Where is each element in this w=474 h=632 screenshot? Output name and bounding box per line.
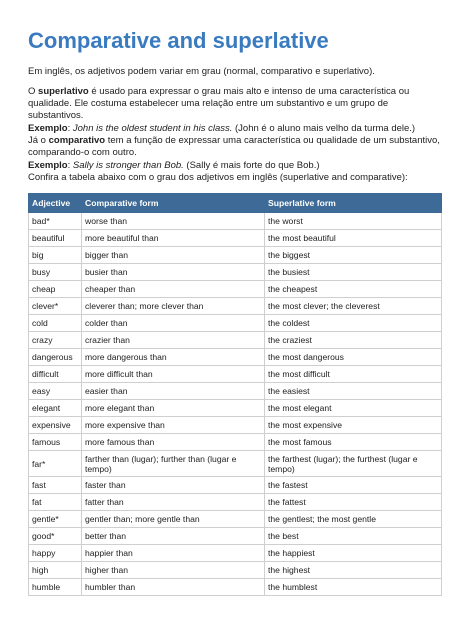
- table-row: [29, 434, 442, 451]
- cell-adjective: clever*: [29, 298, 82, 315]
- page-title: Comparative and superlative: [28, 28, 329, 53]
- cell-superlative: the coldest: [265, 315, 442, 332]
- cell-comparative: faster than: [82, 477, 265, 494]
- cell-superlative: the most clever; the cleverest: [265, 298, 442, 315]
- cell-comparative: busier than: [82, 264, 265, 281]
- table-row: [29, 451, 442, 477]
- example-1-sep: :: [67, 123, 73, 134]
- table-row: [29, 349, 442, 366]
- cell-comparative: humbler than: [82, 579, 265, 596]
- table-row: [29, 511, 442, 528]
- superlative-definition: é usado para expressar o grau mais alto e intenso de uma característica ou qualidade. Ele costuma estabelecer uma relação entre um substantivo e um grupo de substantivos.: [28, 86, 410, 121]
- cell-adjective: fat: [29, 494, 82, 511]
- example-1-sentence: John is the oldest student in his class.: [72, 123, 233, 134]
- cell-adjective: far*: [29, 451, 82, 477]
- table-header-row: [29, 194, 442, 213]
- cell-comparative: farther than (lugar); further than (lugar e tempo): [82, 451, 265, 477]
- comparative-definition: tem a função de expressar uma característica ou qualidade de um substantivo, comparando-o com outro.: [28, 135, 440, 158]
- cell-adjective: crazy: [29, 332, 82, 349]
- cell-superlative: the most difficult: [265, 366, 442, 383]
- comparative-pre: Já o: [28, 135, 49, 146]
- table-row: [29, 332, 442, 349]
- cell-adjective: high: [29, 562, 82, 579]
- cell-adjective: busy: [29, 264, 82, 281]
- cell-superlative: the most expensive: [265, 417, 442, 434]
- adjective-degrees-table: [28, 193, 442, 596]
- table-row: [29, 579, 442, 596]
- table-row: [29, 528, 442, 545]
- cell-comparative: more famous than: [82, 434, 265, 451]
- cell-comparative: bigger than: [82, 247, 265, 264]
- header-adjective: Adjective: [29, 194, 82, 213]
- cell-adjective: dangerous: [29, 349, 82, 366]
- table-row: [29, 383, 442, 400]
- header-comparative: Comparative form: [82, 194, 265, 213]
- cell-adjective: cold: [29, 315, 82, 332]
- cell-superlative: the most dangerous: [265, 349, 442, 366]
- cell-comparative: crazier than: [82, 332, 265, 349]
- cell-superlative: the most beautiful: [265, 230, 442, 247]
- example-1-label: Exemplo: [28, 123, 68, 134]
- cell-adjective: happy: [29, 545, 82, 562]
- example-2-translation: (Sally é mais forte do que Bob.): [183, 160, 320, 171]
- cell-comparative: better than: [82, 528, 265, 545]
- cell-comparative: gentler than; more gentle than: [82, 511, 265, 528]
- cell-comparative: easier than: [82, 383, 265, 400]
- example-2: [28, 160, 442, 172]
- cell-superlative: the easiest: [265, 383, 442, 400]
- cell-superlative: the craziest: [265, 332, 442, 349]
- cell-superlative: the fastest: [265, 477, 442, 494]
- cell-adjective: gentle*: [29, 511, 82, 528]
- cell-adjective: humble: [29, 579, 82, 596]
- table-row: [29, 213, 442, 230]
- table-row: [29, 400, 442, 417]
- table-row: [29, 298, 442, 315]
- superlative-term: superlativo: [38, 86, 89, 97]
- comparative-paragraph: [28, 135, 442, 159]
- cell-comparative: more difficult than: [82, 366, 265, 383]
- cell-adjective: easy: [29, 383, 82, 400]
- cell-comparative: cleverer than; more clever than: [82, 298, 265, 315]
- table-row: [29, 264, 442, 281]
- example-1: [28, 123, 442, 135]
- cell-comparative: more beautiful than: [82, 230, 265, 247]
- cell-comparative: more elegant than: [82, 400, 265, 417]
- table-intro: Confira a tabela abaixo com o grau dos adjetivos em inglês (superlative and comparative):: [28, 172, 408, 183]
- cell-adjective: fast: [29, 477, 82, 494]
- table-row: [29, 281, 442, 298]
- table-row: [29, 545, 442, 562]
- cell-superlative: the busiest: [265, 264, 442, 281]
- superlative-pre: O: [28, 86, 39, 97]
- header-superlative: Superlative form: [265, 194, 442, 213]
- cell-superlative: the farthest (lugar); the furthest (lugar e tempo): [265, 451, 442, 477]
- cell-adjective: difficult: [29, 366, 82, 383]
- cell-comparative: more dangerous than: [82, 349, 265, 366]
- table-row: [29, 247, 442, 264]
- cell-adjective: expensive: [29, 417, 82, 434]
- cell-comparative: happier than: [82, 545, 265, 562]
- cell-comparative: fatter than: [82, 494, 265, 511]
- cell-superlative: the cheapest: [265, 281, 442, 298]
- table-row: [29, 562, 442, 579]
- cell-comparative: colder than: [82, 315, 265, 332]
- cell-superlative: the gentlest; the most gentle: [265, 511, 442, 528]
- table-row: [29, 494, 442, 511]
- cell-superlative: the biggest: [265, 247, 442, 264]
- cell-adjective: famous: [29, 434, 82, 451]
- superlative-paragraph: [28, 86, 442, 122]
- cell-adjective: good*: [29, 528, 82, 545]
- cell-adjective: big: [29, 247, 82, 264]
- cell-adjective: bad*: [29, 213, 82, 230]
- cell-superlative: the humblest: [265, 579, 442, 596]
- cell-comparative: higher than: [82, 562, 265, 579]
- table-row: [29, 477, 442, 494]
- cell-superlative: the highest: [265, 562, 442, 579]
- example-2-sep: :: [67, 160, 73, 171]
- intro-paragraph: Em inglês, os adjetivos podem variar em grau (normal, comparativo e superlativo).: [28, 66, 375, 77]
- cell-superlative: the fattest: [265, 494, 442, 511]
- cell-superlative: the worst: [265, 213, 442, 230]
- cell-adjective: cheap: [29, 281, 82, 298]
- comparative-term: comparativo: [48, 135, 106, 146]
- cell-superlative: the best: [265, 528, 442, 545]
- table-row: [29, 230, 442, 247]
- example-1-translation: (John é o aluno mais velho da turma dele.): [232, 123, 416, 134]
- cell-comparative: more expensive than: [82, 417, 265, 434]
- example-2-sentence: Sally is stronger than Bob.: [72, 160, 184, 171]
- example-2-label: Exemplo: [28, 160, 68, 171]
- cell-superlative: the most elegant: [265, 400, 442, 417]
- table-body: [29, 213, 442, 596]
- table-row: [29, 366, 442, 383]
- cell-comparative: worse than: [82, 213, 265, 230]
- cell-adjective: elegant: [29, 400, 82, 417]
- table-row: [29, 417, 442, 434]
- cell-adjective: beautiful: [29, 230, 82, 247]
- table-row: [29, 315, 442, 332]
- cell-superlative: the most famous: [265, 434, 442, 451]
- cell-comparative: cheaper than: [82, 281, 265, 298]
- cell-superlative: the happiest: [265, 545, 442, 562]
